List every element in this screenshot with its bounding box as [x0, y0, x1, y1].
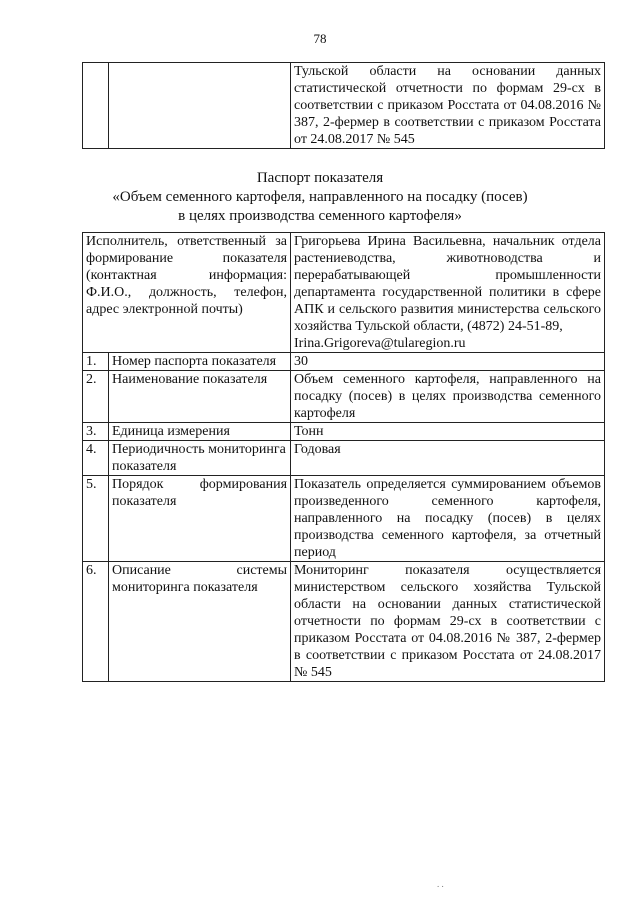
row-number: 1.: [83, 353, 109, 371]
table-row: [83, 476, 605, 562]
passport-title-line2: «Объем семенного картофеля, направленного на посадку (посев): [112, 189, 528, 205]
row-value: Тонн: [291, 423, 605, 441]
row-number: 6.: [83, 562, 109, 682]
row-label: Описание системы мониторинга показателя: [109, 562, 291, 682]
row-number: 5.: [83, 476, 109, 562]
table-row: [83, 371, 605, 423]
continuation-row: [83, 63, 605, 149]
scan-speck: . .: [437, 879, 444, 889]
executor-email: Irina.Grigoreva@tularegion.ru: [294, 336, 466, 351]
row-value: 30: [291, 353, 605, 371]
row-label: Порядок формирования показателя: [109, 476, 291, 562]
passport-table: [82, 232, 605, 682]
row-value: Годовая: [291, 441, 605, 476]
page-number: 78: [313, 31, 327, 46]
row-number: 2.: [83, 371, 109, 423]
continuation-table: [82, 62, 605, 149]
executor-value: Григорьева Ирина Васильевна, начальник отдела растениеводства, животноводства и перерабатывающей промышленности департамента государственной политики в сфере АПК и сельского развития министерства сельского хозяйства Тульской области, (4872) 24-51-89,: [294, 234, 602, 334]
row-label: Номер паспорта показателя: [109, 353, 291, 371]
continuation-num-cell: [83, 63, 109, 149]
table-row: [83, 423, 605, 441]
row-label: Периодичность мониторинга показателя: [109, 441, 291, 476]
continuation-text-cell: Тульской области на основании данных статистической отчетности по формам 29-сх в соответствии с приказом Росстата от 04.08.2016 № 387, 2-фермер в соответствии с приказом Росстата от 24.08.2017 № 545: [291, 63, 605, 149]
executor-row: [83, 233, 605, 353]
executor-label-cell: Исполнитель, ответственный за формирование показателя (контактная информация: Ф.И.О., должность, телефон, адрес электронной почты): [83, 233, 291, 353]
continuation-label-cell: [109, 63, 291, 149]
row-number: 3.: [83, 423, 109, 441]
table-row: [83, 441, 605, 476]
row-value: Объем семенного картофеля, направленного на посадку (посев) в целях производства семенного картофеля: [291, 371, 605, 423]
passport-title-line3: в целях производства семенного картофеля»: [178, 208, 462, 224]
row-label: Единица измерения: [109, 423, 291, 441]
executor-value-cell: [291, 233, 605, 353]
passport-title-line1: Паспорт показателя: [256, 170, 384, 186]
table-row: [83, 353, 605, 371]
table-row: [83, 562, 605, 682]
row-value: Мониторинг показателя осуществляется министерством сельского хозяйства Тульской области на основании данных статистической отчетности по формам 29-сх в соответствии с приказом Росстата от 04.08.2016 № 387, 2-фермер в соответствии с приказом Росстата от 24.08.2017 № 545: [291, 562, 605, 682]
row-number: 4.: [83, 441, 109, 476]
row-label: Наименование показателя: [109, 371, 291, 423]
row-value: Показатель определяется суммированием объемов произведенного семенного картофеля, направленного на посадку (посев) в целях производства семенного картофеля, за отчетный период: [291, 476, 605, 562]
passport-title: [0, 169, 640, 226]
